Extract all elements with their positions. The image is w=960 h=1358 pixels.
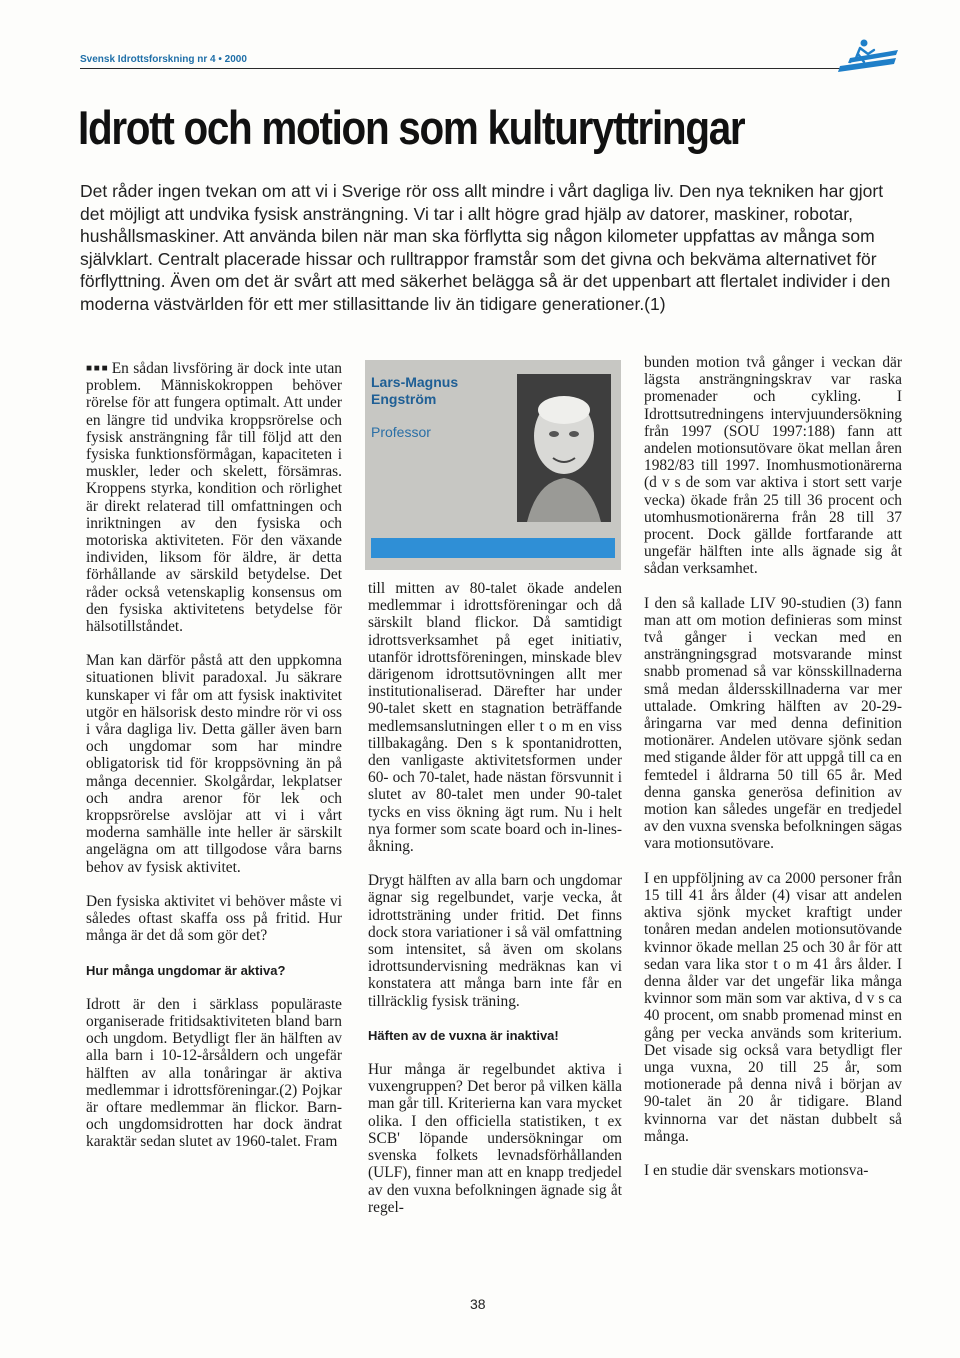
author-accent-bar — [371, 538, 615, 558]
article-title: Idrott och motion som kulturyttringar — [78, 101, 745, 154]
subheading: Häften av de vuxna är inaktiva! — [368, 1027, 559, 1043]
paragraph: Idrott är den i särklass populäraste organiserade fritidsaktiviteten bland barn och ungdom. Betydligt fler än hälften av alla barn i 10-12-årsåldern och ungefär hälften av alla tonåringar är aktiva medlemmar i idrottsföreningar.(2) Pojkar är oftare medlemmar än flickor. Barn- och ungdomsidrotten har dock ändrat karaktär sedan slutet av 1960-talet. Fram — [86, 995, 342, 1151]
column-2 — [368, 580, 622, 1233]
paragraph: Man kan därför påstå att den uppkomna situationen blivit paradoxal. Ju säkrare kunskaper vi får om att fysisk inaktivitet utgör en hälsorisk desto mindre rör vi oss i våra dagliga liv. Detta gäller även barn och ungdomar som har mindre obligatorisk tid för kroppsövning än på många decennier. Skolgårdar, lekplatser och andra arenor för lek och kroppsrörelse avslöjar att vi i vårt moderna samhälle inte heller är särskilt angelägna om att tillgodose våra barns behov av fysisk aktivitet. — [86, 652, 342, 876]
paragraph: Drygt hälften av alla barn och ungdomar ägnar sig regelbundet, varje vecka, åt idrottsträning under fritid. Det finns dock stora variationer i så väl omfattning som intensitet, så även om skolans idrottsundervisning medräknas kan vi konstatera att många barn inte får en tillräcklig fysisk träning. — [368, 872, 622, 1010]
column-3 — [644, 354, 902, 1196]
paragraph: Hur många är regelbundet aktiva i vuxengruppen? Det beror på vilken källa man går till. Kriterierna kan vara mycket olika. I den officiella statistiken, t ex SCB' löpande undersökningar om svenska folkets levnadsförhållanden (ULF), finner man att en knapp tredjedel av den vuxna befolkningen ägnade sig åt regel- — [368, 1061, 622, 1216]
publication-header: Svensk Idrottsforskning nr 4 • 2000 — [80, 54, 247, 65]
paragraph: I den så kallade LIV 90-studien (3) fann man att om motion definieras som minst två gånger i veckan med en ansträngningsgrad motsvarande minst snabb promenad så var könsskillnaderna små medan åldersskillnaderna var mer uttalade. Omkring hälften av 20-29-åringarna var med denna definition motionärer. Andelen utövare sjönk sedan med stigande ålder för att uppgå till ca en femtedel i åldrarna 50 till 65 år. Med denna ganska generösa definition av motion kan således ungefär en tredjedel av den vuxna svenska befolkningen sägas vara motionsutövare. — [644, 594, 902, 853]
article-ingress: Det råder ingen tvekan om att vi i Sverige rör oss allt mindre i vårt dagliga liv. Den nya tekniken har gjort det möjligt att undvika fysisk ansträngning. Vi tar i allt högre grad hjälp av datorer, maskiner, robotar, hushållsmaskiner. Att använda bilen när man ska förflytta sig någon kilometer uppfattas av många som självklart. Centralt placerade hissar och rulltrappor framstår som det givna och bekväma alternativet för förflyttning. Även om det är svårt att med säkerhet belägga så är det uppenbart att flertalet individer i den moderna västvärlden för ett mer stillasittande liv än tidigare generationer.(1) — [80, 181, 891, 314]
author-box — [365, 360, 621, 570]
paragraph: till mitten av 80-talet ökade andelen medlemmar i idrottsföreningar och då särskilt bland flickor. Då samtidigt idrottsverksamhet på eget initiativ, utanför idrottsföreningen, minskade blev därigenom idrottsutövningen allt mer institutionaliserad. Därefter har under 90-talet skett en stagnation beträffande medlemsanslutningen eller t o m en viss tillbakagång. Den s k spontanidrotten, den vanligaste aktivitetsformen under 60- och 70-talet, hade nästan försvunnit i slutet av 80-talet men under 90-talet tycks en viss ökning ägt rum. Nu i helt nya former som scate board och in-lines-åkning. — [368, 580, 622, 856]
bullet-marks: ■ ■ ■ — [86, 363, 108, 374]
paragraph: I en uppföljning av ca 2000 personer från 15 till 41 års ålder (4) visar att andelen aktiva sjönk mycket kraftigt under tonåren medan andelen motionsutövande kvinnor ökade mellan 25 och 30 år för att sedan vara lika stor t o m 41 års ålder. I denna ålder var det ungefär lika många kvinnor som män som var aktiva, d v s ca 40 procent, om snabb promenad minst en gång per vecka används som kriterium. Det visade sig också vara betydligt fler unga vuxna, 20 till 25 år, som motionerade på denna nivå i början av 90-talet än 20 år tidigare. Bland kvinnorna var det nästan dubbelt så många. — [644, 869, 902, 1145]
author-name: Lars-Magnus Engström — [371, 374, 459, 407]
subheading: Hur många ungdomar är aktiva? — [86, 962, 286, 978]
author-role: Professor — [371, 424, 431, 440]
author-portrait-icon — [517, 374, 611, 522]
header-rule — [80, 68, 850, 69]
column-1 — [86, 360, 342, 1168]
paragraph — [86, 360, 342, 635]
paragraph: Den fysiska aktivitet vi behöver måste vi således oftast skaffa oss på fritid. Hur många är det då som gör det? — [86, 892, 342, 945]
paragraph: bunden motion två gånger i veckan där lägsta ansträngningskrav var raska promenader och cykling. I Idrottsutredningens intervjuundersökning från 1997 (SOU 1997:188) fann att andelen motionsutövare ökat mellan åren 1982/83 till 1997. Inomhusmotionärerna (d v s de som var aktiva i stort sett varje vecka) ökade från 25 till 36 procent och utomhusmotionärerna från 28 till 37 procent. Dock gällde fortfarande att ungefär hälften inte alls ägnade sig åt sådan verksamhet. — [644, 354, 902, 578]
paragraph-text: En sådan livsföring är dock inte utan problem. Människokroppen behöver rörelse för att fungera optimalt. Att under en längre tid undvika kroppsrörelse och fysisk ansträngning får till följd att den fysiska funktionsförmågan, kapaciteten i muskler, leder och skelett, försämras. Kroppens styrka, kondition och rörlighet är direkt relaterad till omfattningen och inriktningen av den fysiska och motoriska aktiviteten. För den växande individen, liksom för äldre, är detta förhållande av särskild betydelse. Det råder också vetenskaplig konsensus om den fysiska aktivitetens betydelse för hälsotillståndet. — [86, 360, 342, 636]
page-number: 38 — [470, 1296, 486, 1312]
paragraph: I en studie där svenskars motionsva- — [644, 1161, 869, 1179]
runner-logo-icon — [830, 36, 900, 76]
